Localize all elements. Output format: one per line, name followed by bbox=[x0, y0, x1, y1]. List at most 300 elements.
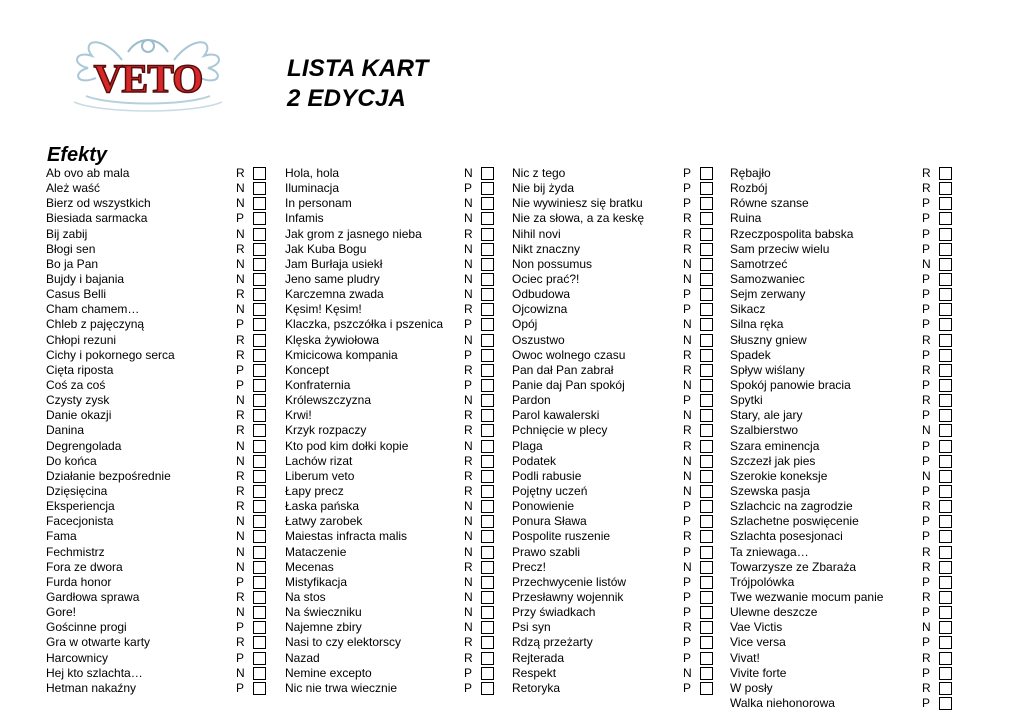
card-type: P bbox=[683, 635, 692, 650]
card-type: P bbox=[922, 211, 931, 226]
card-name: Pardon bbox=[512, 393, 551, 408]
card-name: Furda honor bbox=[46, 574, 112, 589]
card-type: P bbox=[683, 181, 692, 196]
card-name: Ponura Sława bbox=[512, 514, 587, 529]
card-checkbox[interactable] bbox=[939, 485, 952, 498]
card-checkbox[interactable] bbox=[253, 334, 266, 347]
card-checkbox[interactable] bbox=[253, 273, 266, 286]
card-checkbox[interactable] bbox=[700, 379, 713, 392]
card-checkbox[interactable] bbox=[253, 424, 266, 437]
card-checkbox[interactable] bbox=[939, 334, 952, 347]
card-checkbox[interactable] bbox=[481, 530, 494, 543]
card-type: N bbox=[464, 589, 473, 604]
card-name: Spadek bbox=[730, 347, 771, 362]
card-name: Precz! bbox=[512, 559, 547, 574]
card-checkbox[interactable] bbox=[481, 167, 494, 180]
card-checkbox[interactable] bbox=[481, 394, 494, 407]
card-checkbox[interactable] bbox=[253, 364, 266, 377]
card-type: N bbox=[236, 453, 245, 468]
card-name: Towarzysze ze Zbaraża bbox=[730, 559, 857, 574]
card-checkbox[interactable] bbox=[481, 500, 494, 513]
card-checkbox[interactable] bbox=[700, 546, 713, 559]
card-name: Nasi to czy elektorscy bbox=[285, 635, 402, 650]
card-type: R bbox=[922, 166, 931, 180]
card-checkbox[interactable] bbox=[481, 318, 494, 331]
card-name: Jeno same pludry bbox=[285, 271, 380, 286]
card-type: R bbox=[464, 483, 473, 498]
card-checkbox[interactable] bbox=[939, 258, 952, 271]
card-name: Hej kto szlachta… bbox=[46, 665, 143, 680]
card-type: P bbox=[922, 317, 931, 332]
card-checkbox[interactable] bbox=[481, 621, 494, 634]
card-name: Sikacz bbox=[730, 302, 766, 317]
card-checkbox[interactable] bbox=[939, 500, 952, 513]
card-checkbox[interactable] bbox=[253, 318, 266, 331]
card-checkbox[interactable] bbox=[939, 530, 952, 543]
card-type: R bbox=[683, 347, 692, 362]
card-name: Nie bij żyda bbox=[512, 181, 575, 196]
card-type: R bbox=[236, 483, 245, 498]
card-checkbox[interactable] bbox=[253, 379, 266, 392]
card-checkbox[interactable] bbox=[700, 212, 713, 225]
card-name: Chleb z pajęczyną bbox=[46, 317, 145, 332]
card-type: N bbox=[464, 438, 473, 453]
card-checkbox[interactable] bbox=[939, 212, 952, 225]
card-name: Prawo szabli bbox=[512, 544, 581, 559]
card-checkbox[interactable] bbox=[939, 667, 952, 680]
card-checkbox[interactable] bbox=[700, 197, 713, 210]
card-checkbox[interactable] bbox=[481, 485, 494, 498]
card-checkbox[interactable] bbox=[700, 652, 713, 665]
card-type: P bbox=[464, 181, 473, 196]
card-name: Plaga bbox=[512, 438, 543, 453]
card-checkbox[interactable] bbox=[481, 652, 494, 665]
card-checkbox[interactable] bbox=[939, 182, 952, 195]
card-type: N bbox=[236, 256, 245, 271]
card-checkbox[interactable] bbox=[939, 243, 952, 256]
card-checkbox[interactable] bbox=[700, 500, 713, 513]
card-checkbox[interactable] bbox=[253, 394, 266, 407]
card-type: R bbox=[683, 620, 692, 635]
card-name: Liberum veto bbox=[285, 468, 355, 483]
card-name: Jak grom z jasnego nieba bbox=[285, 226, 422, 241]
card-checkbox[interactable] bbox=[939, 349, 952, 362]
card-type: P bbox=[236, 650, 245, 665]
card-type: P bbox=[922, 226, 931, 241]
card-checkbox[interactable] bbox=[700, 636, 713, 649]
card-type: R bbox=[683, 211, 692, 226]
card-checkbox[interactable] bbox=[481, 636, 494, 649]
card-type: P bbox=[922, 438, 931, 453]
card-name: Ależ waść bbox=[46, 181, 101, 196]
card-name: Ponowienie bbox=[512, 499, 575, 514]
card-type: N bbox=[464, 256, 473, 271]
card-type: R bbox=[236, 423, 245, 438]
card-type: N bbox=[236, 302, 245, 317]
card-type: R bbox=[922, 650, 931, 665]
card-checkbox[interactable] bbox=[481, 334, 494, 347]
card-name: Równe szanse bbox=[730, 196, 809, 211]
card-checkbox[interactable] bbox=[939, 379, 952, 392]
card-name: Podatek bbox=[512, 453, 557, 468]
card-checkbox[interactable] bbox=[253, 636, 266, 649]
card-type: N bbox=[922, 468, 931, 483]
card-type: N bbox=[683, 483, 692, 498]
card-checkbox[interactable] bbox=[700, 258, 713, 271]
card-checkbox[interactable] bbox=[700, 470, 713, 483]
card-checkbox[interactable] bbox=[481, 591, 494, 604]
card-name: Szczezł jak pies bbox=[730, 453, 816, 468]
card-checkbox[interactable] bbox=[481, 440, 494, 453]
card-checkbox[interactable] bbox=[700, 167, 713, 180]
card-name: Kto pod kim dołki kopie bbox=[285, 438, 409, 453]
card-checkbox[interactable] bbox=[939, 561, 952, 574]
card-type: P bbox=[922, 574, 931, 589]
card-type: R bbox=[464, 302, 473, 317]
card-type: P bbox=[922, 665, 931, 680]
card-checkbox[interactable] bbox=[700, 455, 713, 468]
card-checkbox[interactable] bbox=[481, 288, 494, 301]
card-checkbox[interactable] bbox=[253, 349, 266, 362]
card-type: P bbox=[922, 483, 931, 498]
card-name: Krzyk rozpaczy bbox=[285, 423, 367, 438]
card-checkbox[interactable] bbox=[700, 424, 713, 437]
card-checkbox[interactable] bbox=[253, 667, 266, 680]
card-checkbox[interactable] bbox=[253, 197, 266, 210]
card-type: R bbox=[464, 362, 473, 377]
card-checkbox[interactable] bbox=[253, 228, 266, 241]
card-name: Coś za coś bbox=[46, 377, 106, 392]
card-checkbox[interactable] bbox=[700, 288, 713, 301]
card-name: Łaska pańska bbox=[285, 499, 360, 514]
card-type: R bbox=[236, 241, 245, 256]
card-name: Fora ze dwora bbox=[46, 559, 123, 574]
card-checkbox[interactable] bbox=[253, 621, 266, 634]
card-type: P bbox=[236, 377, 245, 392]
card-type: R bbox=[922, 181, 931, 196]
card-name: Mistyfikacja bbox=[285, 574, 348, 589]
card-checkbox[interactable] bbox=[253, 652, 266, 665]
card-checkbox[interactable] bbox=[253, 258, 266, 271]
card-name: Non possumus bbox=[512, 256, 593, 271]
card-checkbox[interactable] bbox=[700, 349, 713, 362]
veto-logo bbox=[62, 30, 234, 118]
card-type: R bbox=[236, 166, 245, 180]
card-name: Sam przeciw wielu bbox=[730, 241, 830, 256]
card-type: R bbox=[236, 589, 245, 604]
card-type: P bbox=[464, 680, 473, 695]
card-name: Ta zniewaga… bbox=[730, 544, 809, 559]
card-checkbox[interactable] bbox=[939, 546, 952, 559]
card-type: P bbox=[683, 589, 692, 604]
card-type: N bbox=[683, 453, 692, 468]
card-type: R bbox=[922, 589, 931, 604]
card-type: N bbox=[683, 332, 692, 347]
card-checkbox[interactable] bbox=[481, 349, 494, 362]
card-name: In personam bbox=[285, 196, 352, 211]
card-checkbox[interactable] bbox=[253, 500, 266, 513]
card-type: N bbox=[236, 226, 245, 241]
card-checkbox[interactable] bbox=[939, 394, 952, 407]
card-checkbox[interactable] bbox=[700, 334, 713, 347]
card-checkbox[interactable] bbox=[700, 182, 713, 195]
card-checkbox[interactable] bbox=[939, 288, 952, 301]
card-checkbox[interactable] bbox=[481, 197, 494, 210]
card-checkbox[interactable] bbox=[700, 561, 713, 574]
card-checkbox[interactable] bbox=[253, 515, 266, 528]
card-checkbox[interactable] bbox=[700, 485, 713, 498]
card-checkbox[interactable] bbox=[481, 409, 494, 422]
card-checkbox[interactable] bbox=[700, 364, 713, 377]
card-type: N bbox=[236, 529, 245, 544]
card-checkbox[interactable] bbox=[253, 455, 266, 468]
title-line-2: 2 EDYCJA bbox=[287, 85, 406, 112]
card-name: Do końca bbox=[46, 453, 97, 468]
card-name: Biesiada sarmacka bbox=[46, 211, 148, 226]
card-checkbox[interactable] bbox=[700, 303, 713, 316]
card-type: N bbox=[236, 514, 245, 529]
card-checkbox[interactable] bbox=[253, 470, 266, 483]
card-checkbox[interactable] bbox=[700, 606, 713, 619]
card-name: Na stos bbox=[285, 589, 326, 604]
card-checkbox[interactable] bbox=[700, 273, 713, 286]
card-name: Facecjonista bbox=[46, 514, 114, 529]
card-name: Rzeczpospolita babska bbox=[730, 226, 854, 241]
card-name: Trójpolówka bbox=[730, 574, 795, 589]
card-checkbox[interactable] bbox=[700, 228, 713, 241]
card-name: Karczemna zwada bbox=[285, 287, 384, 302]
card-type: P bbox=[683, 574, 692, 589]
card-checkbox[interactable] bbox=[939, 606, 952, 619]
card-type: P bbox=[683, 287, 692, 302]
card-checkbox[interactable] bbox=[939, 197, 952, 210]
card-type: R bbox=[236, 332, 245, 347]
card-name: Pchnięcie w plecy bbox=[512, 423, 608, 438]
card-type: P bbox=[464, 317, 473, 332]
card-name: Gościnne progi bbox=[46, 620, 127, 635]
card-checkbox[interactable] bbox=[700, 667, 713, 680]
card-checkbox[interactable] bbox=[253, 561, 266, 574]
card-type: N bbox=[236, 393, 245, 408]
card-name: Klęska żywiołowa bbox=[285, 332, 380, 347]
card-name: Oszustwo bbox=[512, 332, 565, 347]
card-checkbox[interactable] bbox=[939, 424, 952, 437]
card-checkbox[interactable] bbox=[481, 546, 494, 559]
card-checkbox[interactable] bbox=[481, 424, 494, 437]
card-type: R bbox=[683, 423, 692, 438]
card-checkbox[interactable] bbox=[939, 318, 952, 331]
card-name: Vivite forte bbox=[730, 665, 787, 680]
card-checkbox[interactable] bbox=[481, 667, 494, 680]
card-type: P bbox=[683, 196, 692, 211]
card-type: R bbox=[464, 226, 473, 241]
card-checkbox[interactable] bbox=[253, 682, 266, 695]
card-name: Cham chamem… bbox=[46, 302, 140, 317]
card-name: Czysty zysk bbox=[46, 393, 110, 408]
card-checkbox[interactable] bbox=[253, 530, 266, 543]
section-heading-efekty: Efekty bbox=[47, 144, 108, 166]
card-type: N bbox=[236, 605, 245, 620]
card-type: R bbox=[683, 529, 692, 544]
card-checkbox[interactable] bbox=[253, 576, 266, 589]
card-type: R bbox=[922, 393, 931, 408]
card-name: Ulewne deszcze bbox=[730, 605, 818, 620]
card-checkbox[interactable] bbox=[939, 636, 952, 649]
card-type: P bbox=[464, 377, 473, 392]
card-checkbox[interactable] bbox=[253, 243, 266, 256]
card-name: Szerokie koneksje bbox=[730, 468, 828, 483]
card-checkbox[interactable] bbox=[939, 515, 952, 528]
card-checkbox[interactable] bbox=[939, 273, 952, 286]
card-name: Działanie bezpośrednie bbox=[46, 468, 171, 483]
card-type: N bbox=[464, 332, 473, 347]
card-name: Casus Belli bbox=[46, 287, 107, 302]
card-name: Gra w otwarte karty bbox=[46, 635, 151, 650]
card-checkbox[interactable] bbox=[481, 273, 494, 286]
card-checkbox[interactable] bbox=[481, 364, 494, 377]
card-name: Koncept bbox=[285, 362, 330, 377]
card-checkbox[interactable] bbox=[481, 379, 494, 392]
card-checkbox[interactable] bbox=[481, 561, 494, 574]
card-checkbox[interactable] bbox=[700, 318, 713, 331]
card-type: R bbox=[464, 468, 473, 483]
card-type: R bbox=[236, 635, 245, 650]
card-checkbox[interactable] bbox=[939, 455, 952, 468]
card-name: Ab ovo ab mala bbox=[46, 166, 130, 180]
card-checkbox[interactable] bbox=[481, 606, 494, 619]
card-checkbox[interactable] bbox=[481, 243, 494, 256]
card-type: R bbox=[236, 408, 245, 423]
card-name: Mecenas bbox=[285, 559, 334, 574]
card-name: Vivat! bbox=[730, 650, 760, 665]
card-name: Degrengolada bbox=[46, 438, 122, 453]
card-type: P bbox=[236, 317, 245, 332]
card-name: Nemine excepto bbox=[285, 665, 372, 680]
card-checkbox[interactable] bbox=[253, 546, 266, 559]
card-name: Ociec prać?! bbox=[512, 271, 580, 286]
card-checkbox[interactable] bbox=[253, 485, 266, 498]
card-name: Nie wywiniesz się bratku bbox=[512, 196, 643, 211]
card-checkbox[interactable] bbox=[253, 212, 266, 225]
card-type: R bbox=[236, 468, 245, 483]
card-type: P bbox=[683, 499, 692, 514]
card-checkbox[interactable] bbox=[700, 576, 713, 589]
card-name: Danie okazji bbox=[46, 408, 112, 423]
card-type: P bbox=[683, 166, 692, 180]
card-checkbox[interactable] bbox=[700, 243, 713, 256]
card-checkbox[interactable] bbox=[700, 530, 713, 543]
card-name: Cięta riposta bbox=[46, 362, 114, 377]
card-name: Podli rabusie bbox=[512, 468, 582, 483]
card-checkbox[interactable] bbox=[939, 409, 952, 422]
card-type: P bbox=[922, 241, 931, 256]
card-checkbox[interactable] bbox=[253, 167, 266, 180]
card-checkbox[interactable] bbox=[253, 303, 266, 316]
card-type: N bbox=[683, 256, 692, 271]
card-checkbox[interactable] bbox=[481, 228, 494, 241]
card-type: P bbox=[683, 514, 692, 529]
card-name: Hetman nakaźny bbox=[46, 680, 137, 695]
card-checkbox[interactable] bbox=[700, 515, 713, 528]
card-checkbox[interactable] bbox=[481, 212, 494, 225]
card-name: Chłopi rezuni bbox=[46, 332, 117, 347]
card-checkbox[interactable] bbox=[939, 440, 952, 453]
card-type: N bbox=[464, 241, 473, 256]
card-name: Vice versa bbox=[730, 635, 786, 650]
card-checkbox[interactable] bbox=[700, 591, 713, 604]
card-name: Mataczenie bbox=[285, 544, 347, 559]
card-type: P bbox=[922, 271, 931, 286]
card-type: P bbox=[464, 665, 473, 680]
card-checkbox[interactable] bbox=[939, 470, 952, 483]
card-checkbox[interactable] bbox=[700, 394, 713, 407]
card-type: N bbox=[464, 620, 473, 635]
card-checkbox[interactable] bbox=[700, 440, 713, 453]
card-name: Spytki bbox=[730, 393, 763, 408]
card-checkbox[interactable] bbox=[481, 470, 494, 483]
card-type: P bbox=[922, 605, 931, 620]
card-checkbox[interactable] bbox=[253, 288, 266, 301]
card-checkbox[interactable] bbox=[939, 697, 952, 710]
card-type: R bbox=[922, 332, 931, 347]
card-checkbox[interactable] bbox=[939, 167, 952, 180]
page-title bbox=[287, 54, 429, 114]
card-checkbox[interactable] bbox=[700, 621, 713, 634]
card-name: Szara eminencja bbox=[730, 438, 820, 453]
card-name: Nazad bbox=[285, 650, 320, 665]
card-name: Hola, hola bbox=[285, 166, 340, 180]
card-checkbox[interactable] bbox=[481, 682, 494, 695]
card-checkbox[interactable] bbox=[481, 258, 494, 271]
card-checkbox[interactable] bbox=[939, 303, 952, 316]
card-name: Pan dał Pan zabrał bbox=[512, 362, 614, 377]
card-checkbox[interactable] bbox=[253, 409, 266, 422]
card-checkbox[interactable] bbox=[481, 515, 494, 528]
card-checkbox[interactable] bbox=[253, 591, 266, 604]
card-checkbox[interactable] bbox=[481, 576, 494, 589]
card-name: Twe wezwanie mocum panie bbox=[730, 589, 884, 604]
card-checkbox[interactable] bbox=[939, 682, 952, 695]
card-type: N bbox=[464, 574, 473, 589]
card-checkbox[interactable] bbox=[481, 182, 494, 195]
card-checkbox[interactable] bbox=[700, 682, 713, 695]
card-name: Rejterada bbox=[512, 650, 565, 665]
card-checkbox[interactable] bbox=[700, 409, 713, 422]
card-name: Nihil novi bbox=[512, 226, 561, 241]
card-checkbox[interactable] bbox=[253, 440, 266, 453]
card-checkbox[interactable] bbox=[939, 364, 952, 377]
card-type: R bbox=[683, 362, 692, 377]
card-type: N bbox=[236, 196, 245, 211]
card-name: Łatwy zarobek bbox=[285, 514, 363, 529]
card-checkbox[interactable] bbox=[939, 228, 952, 241]
card-type: R bbox=[683, 241, 692, 256]
card-checkbox[interactable] bbox=[939, 652, 952, 665]
card-name: Odbudowa bbox=[512, 287, 571, 302]
card-checkbox[interactable] bbox=[253, 606, 266, 619]
card-name: Przechwycenie listów bbox=[512, 574, 627, 589]
card-checkbox[interactable] bbox=[481, 303, 494, 316]
card-type: R bbox=[464, 650, 473, 665]
card-checkbox[interactable] bbox=[939, 576, 952, 589]
title-line-1: LISTA KART bbox=[287, 55, 429, 82]
card-checkbox[interactable] bbox=[481, 455, 494, 468]
card-type: P bbox=[683, 393, 692, 408]
card-checkbox[interactable] bbox=[939, 591, 952, 604]
card-name: Eksperiencja bbox=[46, 499, 115, 514]
card-checkbox[interactable] bbox=[253, 182, 266, 195]
card-checkbox[interactable] bbox=[939, 621, 952, 634]
